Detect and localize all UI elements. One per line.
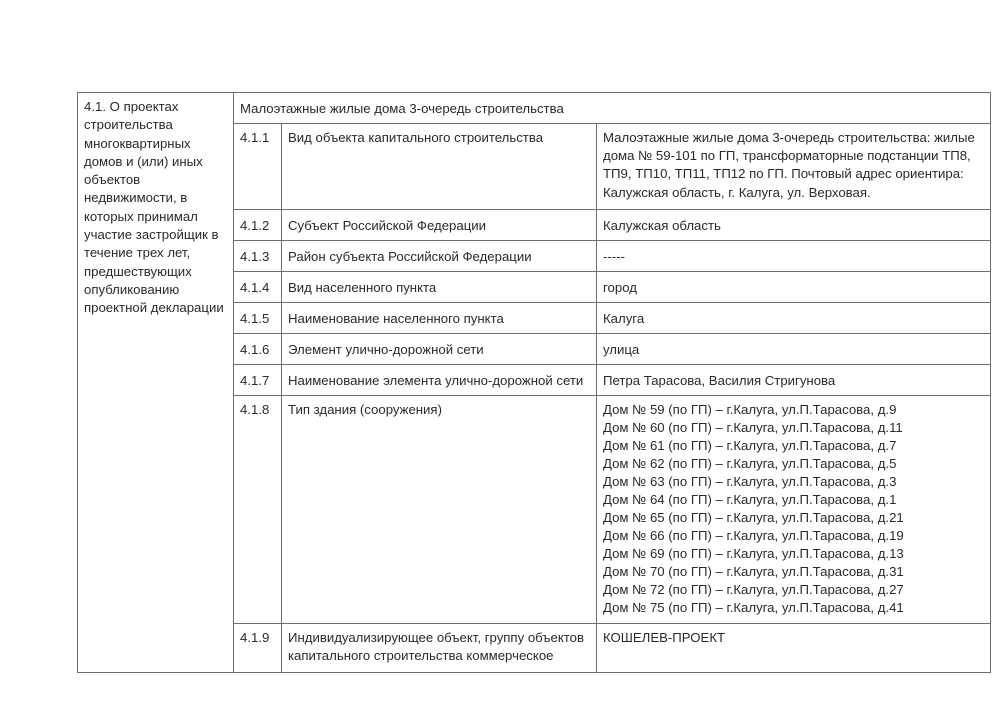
address-line: Дом № 61 (по ГП) – г.Калуга, ул.П.Тарасова, д.7 (603, 438, 897, 453)
row-label: Вид населенного пункта (282, 272, 597, 303)
row-value: Калужская область (597, 210, 991, 241)
row-number: 4.1.8 (234, 396, 282, 624)
row-label: Индивидуализирующее объект, группу объектов капитального строительства коммерческое (282, 624, 597, 673)
address-line: Дом № 63 (по ГП) – г.Калуга, ул.П.Тарасова, д.3 (603, 474, 897, 489)
row-value: ----- (597, 241, 991, 272)
section-title-cell: 4.1. О проектах строительства многоквартирных домов и (или) иных объектов недвижимости, в которых принимал участие застройщик в течение трех лет, предшествующих опубликованию проектной декларации (78, 93, 234, 673)
address-line: Дом № 59 (по ГП) – г.Калуга, ул.П.Тарасова, д.9 (603, 402, 897, 417)
row-value: город (597, 272, 991, 303)
row-value: Калуга (597, 303, 991, 334)
row-number: 4.1.1 (234, 124, 282, 210)
address-line: Дом № 70 (по ГП) – г.Калуга, ул.П.Тарасова, д.31 (603, 564, 904, 579)
row-value: Малоэтажные жилые дома 3-очередь строительства: жилые дома № 59-101 по ГП, трансформаторные подстанции ТП8, ТП9, ТП10, ТП11, ТП12 по ГП. Почтовый адрес ориентира: Калужская область, г. Калуга, ул. Верховая. (597, 124, 991, 210)
project-declaration-table (77, 92, 991, 673)
address-line: Дом № 66 (по ГП) – г.Калуга, ул.П.Тарасова, д.19 (603, 528, 904, 543)
address-line: Дом № 65 (по ГП) – г.Калуга, ул.П.Тарасова, д.21 (603, 510, 904, 525)
row-label: Элемент улично-дорожной сети (282, 334, 597, 365)
row-label: Вид объекта капитального строительства (282, 124, 597, 210)
row-number: 4.1.2 (234, 210, 282, 241)
address-line: Дом № 60 (по ГП) – г.Калуга, ул.П.Тарасова, д.11 (603, 420, 903, 435)
address-line: Дом № 69 (по ГП) – г.Калуга, ул.П.Тарасова, д.13 (603, 546, 904, 561)
row-value: КОШЕЛЕВ-ПРОЕКТ (597, 624, 991, 673)
row-number: 4.1.6 (234, 334, 282, 365)
address-line: Дом № 64 (по ГП) – г.Калуга, ул.П.Тарасова, д.1 (603, 492, 897, 507)
address-line: Дом № 75 (по ГП) – г.Калуга, ул.П.Тарасова, д.41 (603, 600, 904, 615)
row-label: Район субъекта Российской Федерации (282, 241, 597, 272)
row-value: улица (597, 334, 991, 365)
row-label: Наименование населенного пункта (282, 303, 597, 334)
address-line: Дом № 72 (по ГП) – г.Калуга, ул.П.Тарасова, д.27 (603, 582, 904, 597)
row-number: 4.1.7 (234, 365, 282, 396)
row-number: 4.1.9 (234, 624, 282, 673)
row-value: Петра Тарасова, Василия Стригунова (597, 365, 991, 396)
address-list (597, 396, 991, 624)
address-line: Дом № 62 (по ГП) – г.Калуга, ул.П.Тарасова, д.5 (603, 456, 897, 471)
row-label: Тип здания (сооружения) (282, 396, 597, 624)
table-row-project-heading (78, 93, 991, 124)
project-heading: Малоэтажные жилые дома 3-очередь строительства (234, 93, 991, 124)
row-number: 4.1.4 (234, 272, 282, 303)
row-number: 4.1.3 (234, 241, 282, 272)
row-label: Субъект Российской Федерации (282, 210, 597, 241)
row-label: Наименование элемента улично-дорожной сети (282, 365, 597, 396)
row-number: 4.1.5 (234, 303, 282, 334)
